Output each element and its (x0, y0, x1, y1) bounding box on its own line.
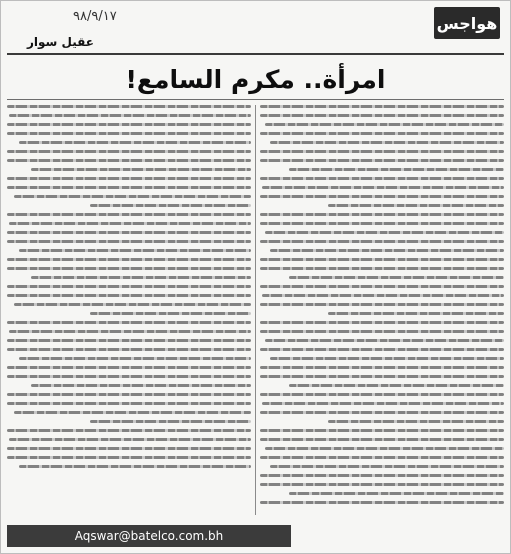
body-text-line (260, 330, 504, 333)
body-text-line (14, 195, 251, 198)
body-text-line (90, 420, 251, 423)
body-text-line (260, 159, 504, 162)
headline-rule (7, 99, 504, 100)
body-text-line (7, 375, 251, 378)
body-text-line (260, 222, 504, 225)
dateline: ٩٨/٩/١٧ (73, 9, 117, 24)
body-text-line (9, 438, 251, 441)
body-text-line (260, 483, 504, 486)
body-text-line (328, 312, 504, 315)
body-text-line (265, 339, 504, 342)
author-email[interactable]: Aqswar@batelco.com.bh (7, 525, 291, 547)
body-text-line (260, 258, 504, 261)
body-text-line (270, 465, 504, 468)
body-text-line (260, 393, 504, 396)
body-text-line (90, 204, 251, 207)
author-byline: عقيل سوار (27, 35, 94, 49)
body-text-line (260, 411, 504, 414)
body-text-line (7, 150, 251, 153)
body-text-line (7, 456, 251, 459)
body-text-line (7, 105, 251, 108)
body-text-line (270, 141, 504, 144)
body-text-line (265, 231, 504, 234)
body-text-line (19, 465, 251, 468)
body-text-line (262, 294, 504, 297)
body-text-line (7, 132, 251, 135)
body-text-line (260, 177, 504, 180)
body-text-line (260, 267, 504, 270)
column-divider (255, 105, 256, 515)
body-text-line (19, 141, 251, 144)
body-text-line (262, 186, 504, 189)
body-text-line (328, 420, 504, 423)
column-masthead: هواجس (434, 7, 500, 39)
body-text-line (265, 447, 504, 450)
body-text-line (9, 114, 251, 117)
body-text-line (260, 321, 504, 324)
body-text-line (260, 213, 504, 216)
body-text-line (31, 168, 251, 171)
body-text-line (260, 474, 504, 477)
body-text-line (260, 105, 504, 108)
body-text-line (260, 501, 504, 504)
body-text-line (7, 285, 251, 288)
body-text-line (289, 276, 504, 279)
body-text-line (19, 357, 251, 360)
body-text-line (328, 204, 504, 207)
body-text-line (7, 258, 251, 261)
body-text-line (90, 312, 251, 315)
body-text-line (260, 438, 504, 441)
body-text-line (289, 492, 504, 495)
body-text-line (265, 123, 504, 126)
body-column-right (260, 105, 504, 515)
body-text-line (260, 429, 504, 432)
body-text-line (7, 123, 251, 126)
body-text-line (260, 303, 504, 306)
body-text-line (31, 276, 251, 279)
body-text-line (289, 384, 504, 387)
body-text-line (7, 177, 251, 180)
body-text-line (260, 285, 504, 288)
body-text-line (260, 150, 504, 153)
body-text-line (260, 240, 504, 243)
body-text-line (9, 330, 251, 333)
body-text-line (31, 384, 251, 387)
body-text-line (289, 168, 504, 171)
body-text-line (7, 267, 251, 270)
body-text-line (262, 402, 504, 405)
body-column-left (7, 105, 251, 515)
body-text-line (7, 366, 251, 369)
body-text-line (270, 357, 504, 360)
body-text-line (260, 366, 504, 369)
body-text-line (7, 231, 251, 234)
body-text-line (9, 222, 251, 225)
body-text-line (260, 195, 504, 198)
body-text-line (260, 375, 504, 378)
masthead-rule (7, 53, 504, 55)
body-text-line (7, 159, 251, 162)
body-text-line (7, 240, 251, 243)
body-text-line (260, 132, 504, 135)
body-text-line (7, 402, 251, 405)
article-body (7, 105, 504, 515)
body-text-line (260, 348, 504, 351)
body-text-line (7, 213, 251, 216)
body-text-line (7, 393, 251, 396)
body-text-line (7, 321, 251, 324)
body-text-line (260, 114, 504, 117)
body-text-line (7, 186, 251, 189)
body-text-line (7, 429, 251, 432)
body-text-line (14, 303, 251, 306)
body-text-line (7, 339, 251, 342)
body-text-line (7, 294, 251, 297)
body-text-line (7, 447, 251, 450)
body-text-line (19, 249, 251, 252)
body-text-line (7, 348, 251, 351)
article-headline: امرأة.. مكرم السامع! (125, 64, 386, 94)
body-text-line (14, 411, 251, 414)
body-text-line (270, 249, 504, 252)
body-text-line (260, 456, 504, 459)
